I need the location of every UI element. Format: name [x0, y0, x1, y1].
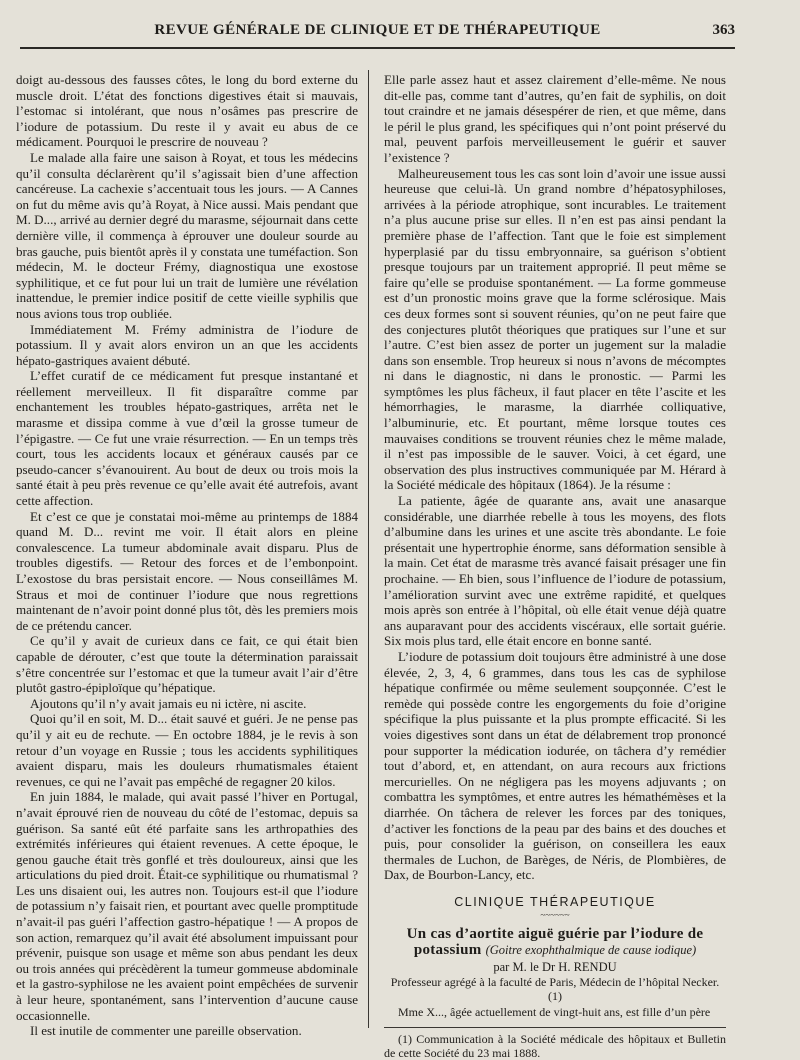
footnote: (1) Communication à la Société médicale des hôpitaux et Bulletin de cette Société du 23 mai 1888.: [384, 1032, 726, 1060]
paragraph: En juin 1884, le malade, qui avait passé l’hiver en Portugal, n’avait éprouvé rien de nouveau du côté de l’estomac, depuis sa guérison. Sa santé eût été parfaite sans les arthropathies des extrémités inférieures qui étaient revenues. A cette époque, le genou gauche était très gonflé et très douloureux, ainsi que les articulations du pied droit. Était-ce syphilitique ou rhumatismal ? Les uns disaient oui, les autres non. Toujours est-il que l’iodure de potassium n’y faisait rien, et pourtant avec quelle promptitude n’avait-il pas guéri l’affection gastro-hépatique ! — A propos de son action, remarquez qu’il avait été absolument impuissant pour prévenir, puisque son usage et même son abus pendant les deux ou trois années qui précèdèrent la tumeur gommeuse abdominale et la gastro-syphilose ne les avaient point empêchées de survenir à leur heure, spontanément, sans l’intervention d’aucune cause occasionnelle.: [16, 789, 358, 1023]
right-column: [384, 72, 726, 1060]
article-author: par M. le Dr H. RENDU: [493, 960, 617, 975]
paragraph: Ajoutons qu’il n’y avait jamais eu ni ictère, ni ascite.: [30, 695, 307, 711]
article-title: [384, 926, 726, 958]
paragraph: Immédiatement M. Frémy administra de l’iodure de potassium. Il y avait alors environ un an que les accidents hépato-gastriques avaient débuté.: [16, 321, 358, 368]
paragraph: La patiente, âgée de quarante ans, avait une anasarque considérable, une diarrhée rebelle à tous les moyens, des flots d’albumine dans les urines et une ascite très abondante. Le foie présentait une hypertrophie énorme, sans déformation sensible à la main. Cet état de marasme très avancé faisait présager une fin prochaine. — Eh bien, sous l’influence de l’iodure de potassium, l’amélioration survint avec une extrême rapidité, et quelques mois après son entrée à l’hôpital, où elle était venue déjà quatre ans auparavant pour des accidents viscéraux, elle sortait guérie. Six mois plus tard, elle était encore en bonne santé.: [384, 493, 726, 649]
ornament-divider: ~~~~~~: [540, 910, 570, 921]
section-heading: CLINIQUE THÉRAPEUTIQUE: [454, 894, 656, 909]
paragraph: L’iodure de potassium doit toujours être administré à une dose élevée, 2, 3, 4, 6 grammes, dans tous les cas de syphilose hépatique confirmée ou même seulement soupçonnée. C’est le remède qui possède contre les engorgements du foie d’origine spécifique la plus puissante et la plus prompte efficacité. Si les voies digestives sont dans un état de délabrement trop prononcé pour supporter la médication iodurée, on tâchera d’y remédier tout d’abord, et, en attendant, on aura recours aux frictions mercurielles. On ne négligera pas les moyens adjuvants ; on combattra les symptômes, et entre autres les hémathémèses et la diarrhée. On tâchera de relever les forces par des toniques, d’activer les fonctions de la peau par des bains et des douches et puis, pour consolider la guérison, on conseillera les eaux thermales de Luchon, de Barèges, de Néris, de Plombières, de Dax, de Bourbon-Lancy, etc.: [384, 648, 726, 883]
author-affiliation: Professeur agrégé à la faculté de Paris, Médecin de l’hôpital Necker. (1): [390, 975, 720, 1004]
paragraph: L’effet curatif de ce médicament fut presque instantané et réellement merveilleux. Il fit disparaître comme par enchantement les troubles hépato-gastriques, arrêta net le marasme et dissipa comme à vue d’œil la grosse tumeur de l’épigastre. — Ce fut une vraie résurrection. — En un temps très court, tous les accidents locaux et généraux causés par ce pseudo-cancer s’évanouirent. Au bout de deux ou trois mois la santé était à peu près revenue ce qu’elle avait été autrefois, avant cette affection.: [16, 368, 358, 509]
paragraph: Le malade alla faire une saison à Royat, et tous les médecins qu’il consulta déclarèrent qu’il s’agissait bien d’une affection cancéreuse. La cachexie s’accentuait tous les jours. — A Cannes on fut du même avis qu’à Royat, à Nice aussi. Mais pendant que M. D..., arrivé au dernier degré du marasme, séjournait dans cette dernière ville, il commença à éprouver une douleur sourde au bras gauche, puis bientôt après il y constata une tuméfaction. Son médecin, M. le docteur Frémy, diagnostiqua une exostose syphilitique, et ce fut pour lui un trait de lumière une révélation inattendue, le premier indice positif de cette vieille syphilis que nous avions tous trop oubliée.: [16, 149, 358, 321]
journal-title: REVUE GÉNÉRALE DE CLINIQUE ET DE THÉRAPEUTIQUE: [154, 22, 601, 38]
page-number: 363: [712, 22, 735, 38]
left-column: [16, 72, 358, 1039]
footnote-rule: [384, 1027, 726, 1028]
column-divider: [368, 70, 369, 1028]
article-first-line: Mme X..., âgée actuellement de vingt-huit ans, est fille d’un père: [398, 1005, 711, 1020]
paragraph: Elle parle assez haut et assez clairement d’elle-même. Ne nous dit-elle pas, comme tant d’autres, qu’en fait de syphilis, on doit tout craindre et ne jamais désespérer de rien, et que même, dans le péril le plus grand, les spécifiques qui n’ont point préservé du mal, peuvent parfois merveilleusement le guérir et sauver l’existence ?: [384, 72, 726, 165]
paragraph: Il est inutile de commenter une pareille observation.: [30, 1023, 302, 1039]
paragraph: Ce qu’il y avait de curieux dans ce fait, ce qui était bien capable de dérouter, c’est que toute la détermination paraissait s’être concentrée sur l’estomac et que la tumeur avait l’air d’être plutôt gastro-épiploïque qu’hépatique.: [16, 633, 358, 696]
paragraph: doigt au-dessous des fausses côtes, le long du bord externe du muscle droit. L’état des fonctions digestives était si mauvais, l’estomac si intolérant, que nous n’osâmes pas prescrire de l’iodure de potassium. Du reste il y avait eu abus de ce médicament. Pourquoi le prescrire de nouveau ?: [16, 72, 358, 150]
article-title-text: Un cas d’aortite aiguë guérie par l’iodure de potassium: [406, 926, 704, 959]
paragraph: Et c’est ce que je constatai moi-même au printemps de 1884 quand M. D... revint me voir. Il était alors en pleine convalescence. La tumeur abdominale avait disparu. Plus de troubles digestifs. — Retour des forces et de l’embonpoint. L’exostose du bras persistait encore. — Nous conseillâmes M. Straus et moi de continuer l’iodure que nous regrettions maintenant de n’avoir point donné plus tôt, dès les premiers mois de ce prétendu cancer.: [16, 508, 358, 633]
paragraph: Quoi qu’il en soit, M. D... était sauvé et guéri. Je ne pense pas qu’il y ait eu de rechute. — En octobre 1884, je le revis à son retour d’un voyage en Russie ; tous les accidents syphilitiques avaient disparu, mais les douleurs rhumatismales étaient revenues, ce qui ne l’avait pas empêché de regagner 20 kilos.: [16, 711, 358, 789]
header-rule: [20, 47, 735, 49]
article-subtitle: (Goitre exophthalmique de cause iodique): [485, 943, 697, 958]
running-header: [20, 20, 735, 42]
paragraph: Malheureusement tous les cas sont loin d’avoir une issue aussi heureuse que celui-là. Un grand nombre d’hépatosyphiloses, arrivées à la période atrophique, sont incurables. Le traitement n’a plus aucune prise sur elles. Il n’en est pas ainsi pendant la première phase de l’affection. Tant que le foie est simplement hyperplasié par du tissu embryonnaire, sa guérison s’obtient presque toujours par un traitement approprié. Il peut même se faire qu’elle se produise spontanément. — La forme gommeuse est d’un pronostic moins grave que la forme sclérosique. Mais ces deux formes sont si souvent réunies, qu’on ne peut faire que des conjectures plutôt théoriques que pratiques sur l’une et sur l’autre. C’est bien assez de porter un jugement sur la maladie dans son ensemble. Trop heureux si nous n’avons de mécomptes ni dans le diagnostic, ni dans le pronostic. — Parmi les symptômes les plus fâcheux, il faut placer en tête l’ascite et les hémorrhagies, le marasme, la diarrhée colliquative, l’albuminurie, etc. Et pourtant, même lorsque toutes ces mauvaises conditions se trouvent réunies chez le même malade, il n’est pas impossible de le sauver. Voici, à cet égard, une observation des plus instructives communiquée par M. Hérard à la Société médicale des hôpitaux (1864). Je la résume :: [384, 165, 726, 493]
